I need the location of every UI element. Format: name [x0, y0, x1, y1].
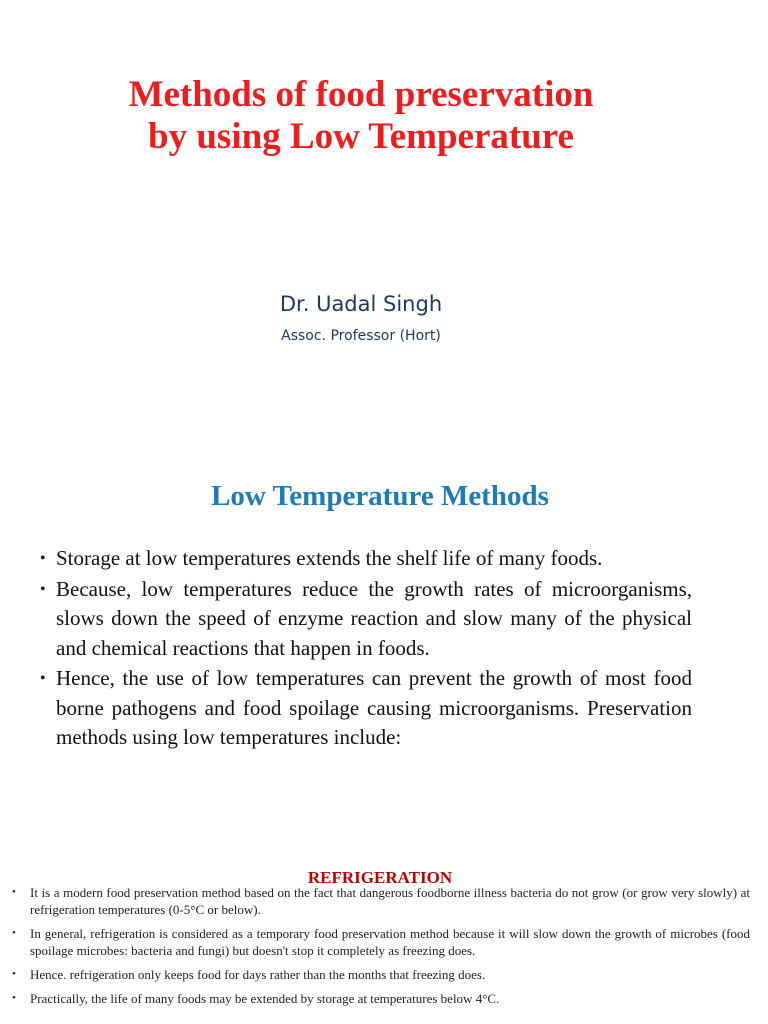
section-title: REFRIGERATION	[307, 868, 453, 887]
list-item-text: Hence. refrigeration only keeps food for days rather than the months that freezing does.	[30, 967, 486, 982]
bullet-list	[40, 544, 692, 754]
slide-title-line-2: by using Low Temperature	[148, 116, 574, 157]
bullet-icon: •	[40, 670, 46, 687]
list-item-text: Practically, the life of many foods may be extended by storage at temperatures below 4°C.	[30, 991, 500, 1006]
bullet-icon: •	[12, 992, 16, 1004]
list-item-text: In general, refrigeration is considered as a temporary food preservation method because it will slow down the growth of microbes (food spoilage microbes: bacteria and fungi) but doesn't stop it completely as freezing does.	[30, 926, 750, 958]
list-item-text: Because, low temperatures reduce the growth rates of microorganisms, slows down the speed of enzyme reaction and slow many of the physical and chemical reactions that happen in foods.	[56, 576, 692, 660]
bullet-icon: •	[12, 886, 16, 898]
list-item-text: Storage at low temperatures extends the shelf life of many foods.	[56, 546, 603, 570]
list-item	[40, 544, 692, 574]
slide-title-line-1: Methods of food preservation	[128, 74, 594, 115]
author-name: Dr. Uadal Singh	[279, 292, 443, 316]
section-title: Low Temperature Methods	[211, 480, 549, 512]
bullet-icon: •	[40, 580, 46, 598]
list-item	[40, 664, 692, 753]
refrigeration-slide	[0, 840, 768, 1024]
bullet-icon: •	[12, 968, 16, 980]
low-temperature-methods-slide	[0, 430, 768, 840]
list-item	[40, 575, 692, 664]
list-item	[12, 966, 750, 983]
list-item-text: Hence, the use of low temperatures can prevent the growth of most food borne pathogens and food spoilage causing microorganisms. Preservation methods using low temperatures include:	[56, 666, 692, 749]
list-item	[12, 990, 750, 1007]
bullet-icon: •	[40, 550, 46, 567]
title-slide	[0, 0, 768, 430]
author-role: Assoc. Professor (Hort)	[281, 328, 441, 344]
bullet-list	[12, 884, 750, 1014]
list-item	[12, 925, 750, 959]
list-item-text: It is a modern food preservation method based on the fact that dangerous foodborne illness bacteria do not grow (or grow very slowly) at refrigeration temperatures (0-5°C or below).	[30, 885, 750, 917]
slide-title	[0, 74, 722, 158]
list-item	[12, 884, 750, 918]
bullet-icon: •	[12, 927, 16, 939]
